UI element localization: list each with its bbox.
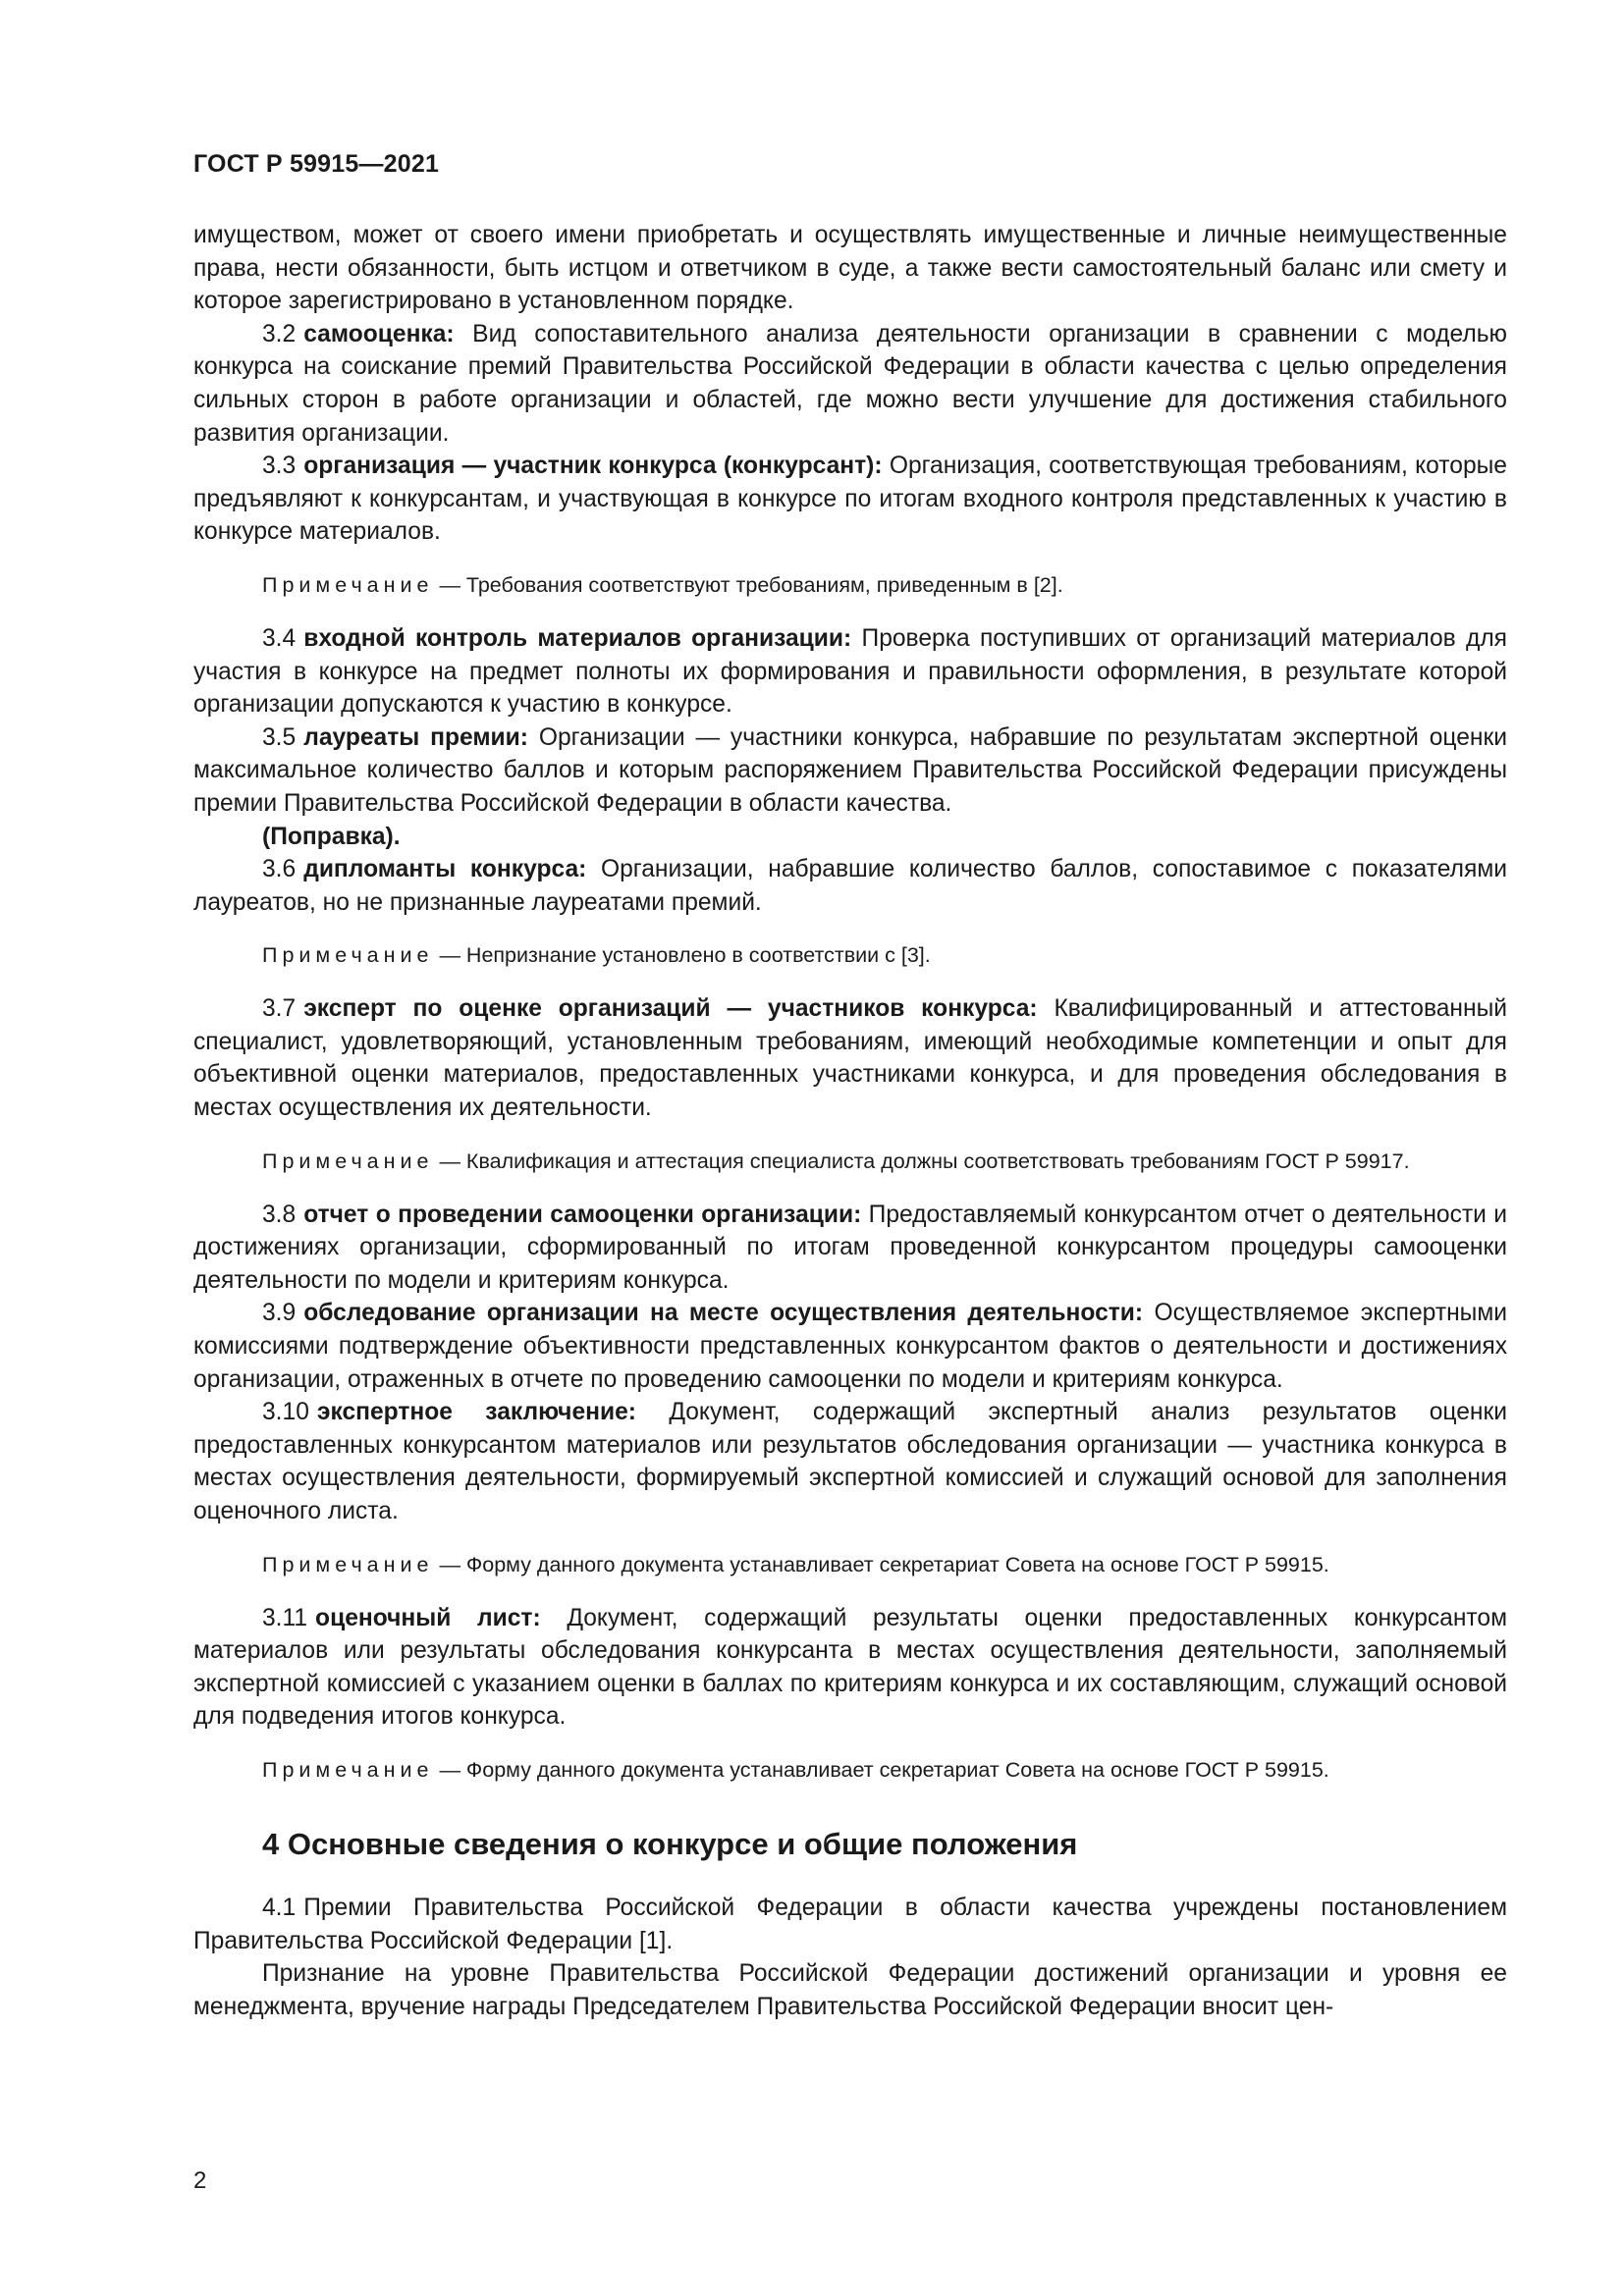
definition-3-3 <box>193 450 1507 549</box>
definition-text: Документ, содержащий экспертный анализ результатов оценки предоставленных конкурсантом материалов или результатов обследования организации — участника конкурса в местах осуществления деятельности, формируемый экспертной комиссией и служащий основой для заполнения оценочного листа. <box>193 1399 1507 1524</box>
definition-3-6 <box>193 853 1507 919</box>
note-3-7 <box>193 1147 1507 1177</box>
note-label: Примечание <box>262 1552 434 1576</box>
note-text: — Форму данного документа устанавливает секретариат Совета на основе ГОСТ Р 59915. <box>439 1757 1329 1782</box>
definition-3-8 <box>193 1199 1507 1298</box>
note-text: — Квалификация и аттестация специалиста должны соответствовать требованиям ГОСТ Р 59917. <box>439 1148 1410 1173</box>
definition-text: Организация, соответствующая требованиям, которые предъявляют к конкурсантам, и участвующая в конкурсе по итогам входного контроля представленных к участию в конкурсе материалов. <box>193 453 1507 546</box>
note-text: — Форму данного документа устанавливает секретариат Совета на основе ГОСТ Р 59915. <box>439 1552 1329 1576</box>
clause-number: 3.2 <box>262 320 297 347</box>
clause-number: 3.11 <box>262 1604 308 1631</box>
note-3-11 <box>193 1755 1507 1786</box>
paragraph-text: Премии Правительства Российской Федерации в области качества учреждены постановлением Правительства Российской Федерации [1]. <box>193 1894 1507 1954</box>
definition-3-5 <box>193 721 1507 821</box>
term: эксперт по оценке организаций — участников конкурса: <box>303 995 1038 1023</box>
definition-text: Вид сопоставительного анализа деятельности организации в сравнении с моделью конкурса на соискание премий Правительства Российской Федерации в области качества с целью определения сильных сторон в работе организации и областей, где можно вести улучшение для достижения стабильного развития организации. <box>193 320 1507 447</box>
term: дипломанты конкурса: <box>303 856 587 883</box>
definition-3-2 <box>193 318 1507 450</box>
definition-text: Документ, содержащий результаты оценки предоставленных конкурсантом материалов или результаты обследования конкурсанта в местах осуществления деятельности, заполняемый экспертной комиссией с указанием оценки в баллах по критериям конкурса и их составляющим, служащий основой для подведения итогов конкурса. <box>193 1604 1507 1731</box>
clause-number: 3.10 <box>262 1399 309 1426</box>
definition-text: Квалифицированный и аттестованный специалист, удовлетворяющий, установленным требованиям, имеющий необходимые компетенции и опыт для объективной оценки материалов, предоставленных участниками конкурса, и для проведения обследования в местах осуществления их деятельности. <box>193 995 1507 1122</box>
note-text: — Требования соответствуют требованиям, приведенным в [2]. <box>439 572 1063 597</box>
term: самооценка: <box>303 320 455 347</box>
definition-3-9 <box>193 1297 1507 1396</box>
definition-3-7 <box>193 992 1507 1124</box>
note-label: Примечание <box>262 943 434 968</box>
note-3-6 <box>193 940 1507 971</box>
definition-text: Проверка поступивших от организаций материалов для участия в конкурсе на предмет полноты их формирования и правильности оформления, в результате которой организации допускаются к участию в конкурсе. <box>193 624 1507 719</box>
note-label: Примечание <box>262 572 434 597</box>
clause-number: 3.9 <box>262 1300 297 1327</box>
note-label: Примечание <box>262 1148 434 1173</box>
term: отчет о проведении самооценки организации: <box>303 1201 862 1228</box>
definition-text: Организации — участники конкурса, набравшие по результатам экспертной оценки максимальное количество баллов и которым распоряжением Правительства Российской Федерации присуждены премии Правительства Российской Федерации в области качества. <box>193 723 1507 817</box>
clause-number: 3.3 <box>262 453 297 480</box>
note-3-10 <box>193 1550 1507 1580</box>
clause-number: 3.6 <box>262 856 297 883</box>
note-label: Примечание <box>262 1757 434 1782</box>
correction-mark: (Поправка). <box>262 823 401 850</box>
definition-text: Осуществляемое экспертными комиссиями подтверждение объективности представленных конкурсантом фактов о деятельности и достижениях организации, отраженных в отчете по проведению самооценки по модели и критериям конкурса. <box>193 1300 1507 1393</box>
clause-number: 3.8 <box>262 1201 297 1228</box>
clause-number: 4.1 <box>262 1894 297 1921</box>
clause-number: 3.5 <box>262 723 297 751</box>
note-3-3 <box>193 570 1507 601</box>
clause-number: 3.7 <box>262 995 297 1023</box>
paragraph-4-1 <box>193 1892 1507 1957</box>
document-body <box>193 219 1507 2023</box>
term: входной контроль материалов организации: <box>303 624 852 652</box>
definition-text: Организации, набравшие количество баллов, сопоставимое с показателями лауреатов, но не признанные лауреатами премий. <box>193 856 1507 916</box>
term: обследование организации на месте осуществления деятельности: <box>303 1300 1144 1327</box>
definition-3-10 <box>193 1396 1507 1527</box>
continuation-paragraph: имуществом, может от своего имени приобретать и осуществлять имущественные и личные неимущественные права, нести обязанности, быть истцом и ответчиком в суде, а также вести самостоятельный баланс или смету и которое зарегистрировано в установленном порядке. <box>193 222 1507 315</box>
term: организация — участник конкурса (конкурсант): <box>303 453 883 480</box>
section-4-title: 4 Основные сведения о конкурсе и общие положения <box>262 1826 1078 1861</box>
term: лауреаты премии: <box>303 723 528 751</box>
paragraph-4-1-continued: Признание на уровне Правительства Российской Федерации достижений организации и уровня ее менеджмента, вручение награды Председателем Правительства Российской Федерации вносит цен- <box>193 1960 1507 2020</box>
definition-3-11 <box>193 1602 1507 1734</box>
definition-text: Предоставляемый конкурсантом отчет о деятельности и достижениях организации, сформированный по итогам проведенной конкурсантом процедуры самооценки деятельности по модели и критериям конкурса. <box>193 1201 1507 1294</box>
clause-number: 3.4 <box>262 624 297 652</box>
standard-header: ГОСТ Р 59915—2021 <box>193 150 440 178</box>
term: оценочный лист: <box>315 1604 541 1631</box>
page-number: 2 <box>193 2167 207 2194</box>
term: экспертное заключение: <box>316 1399 636 1426</box>
note-text: — Непризнание установлено в соответствии с [3]. <box>439 943 931 968</box>
definition-3-4 <box>193 622 1507 721</box>
